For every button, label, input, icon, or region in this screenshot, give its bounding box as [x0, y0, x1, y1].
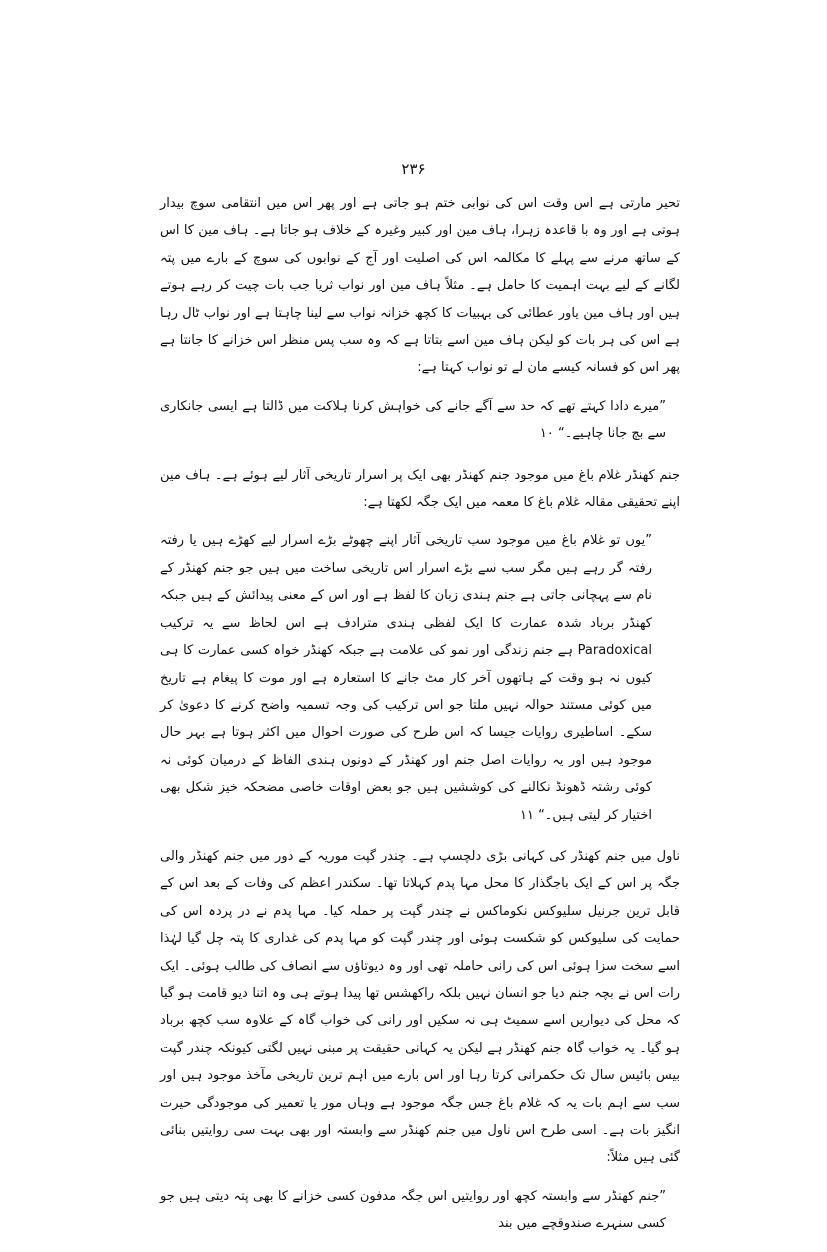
paragraph-2: جنم کھنڈر غلام باغ میں موجود جنم کھنڈر بھی ایک پر اسرار تاریخی آثار لیے ہوئے ہے۔ ہاف مین اپنے تحقیقی مقالہ غلام باغ کا معمہ میں ایک جگہ لکھتا ہے:: [160, 467, 680, 511]
quote-2: ”یوں تو غلام باغ میں موجود سب تاریخی آثار اپنے چھوٹے بڑے اسرار لیے کھڑے ہیں یا رفتہ رفتہ گر رہے ہیں مگر سب سے بڑے اسرار اس تاریخی ساخت میں ہیں جو جنم کھنڈر کے نام سے پہچانی جاتی ہے جنم ہندی زبان کا لفظ ہے اور اس کے معنی پیدائش کے ہیں جبکہ کھنڈر برباد شدہ عمارت کا ایک لفظی ہندی مترادف ہے اس لحاظ سے یہ ترکیب Paradoxical ہے جنم زندگی اور نمو کی علامت ہے جبکہ کھنڈر خواہ کسی عمارت کا ہی کیوں نہ ہو وقت کے ہاتھوں آخر کار مٹ جانے کا استعارہ ہے اور موت کا پیغام ہے تاریخ میں کوئی مستند حوالہ نہیں ملتا جو اس ترکیب کی وجہ تسمیہ واضح کرنے کا دعویٰ کر سکے۔ اساطیری روایات جیسا کہ اس طرح کی صورت احوال میں اکثر ہوتا ہے بہر حال موجود ہیں اور یہ روایات اصل جنم اور کھنڈر کے دونوں ہندی الفاظ کے درمیان کوئی نہ کوئی رشتہ ڈھونڈ نکالنے کی کوششیں ہیں جو بعض اوقات خاصی مضحکہ خیز شکل بھی اختیار کر لیتی ہیں۔“ ۱۱: [160, 533, 652, 823]
quote-1: ”میرے دادا کہتے تھے کہ حد سے آگے جانے کی خواہش کرنا ہلاکت میں ڈالتا ہے ایسی جانکاری سے بچ جانا چاہیے۔“ ۱۰: [160, 398, 666, 442]
paragraph-1: تحیر مارتی ہے اس وقت اس کی نوابی ختم ہو جاتی ہے اور پھر اس میں انتقامی سوچ بیدار ہوتی ہے اور وہ با قاعدہ زہرا، ہاف مین اور کبیر وغیرہ کے خلاف ہو جاتا ہے۔ ہاف مین کا اس کے ساتھ مرنے سے پہلے کا مکالمہ اس کی اصلیت اور آج کے نوابوں کی سوچ کے بارے میں پتہ لگانے کے لیے بہت اہمیت کا حامل ہے۔ مثلاً ہاف مین اور نواب ثریا جب بات چیت کر رہے ہوتے ہیں اور ہاف مین یاور عطائی کی بہبیات کا کچھ خزانہ نواب سے لینا چاہتا ہے اور نواب ٹال رہا ہے اس کی ہر بات کو لیکن ہاف مین اسے بتاتا ہے کہ وہ سب پس منظر اس خزانے کا جانتا ہے پھر اس کو فسانہ کیسے مان لے تو نواب کہتا ہے:: [160, 196, 680, 376]
paragraph-3: ناول میں جنم کھنڈر کی کہانی بڑی دلچسپ ہے۔ چندر گپت موریہ کے دور میں جنم کھنڈر والی جگہ پر اس کے ایک باجگذار کا محل مہا پدم کہلاتا تھا۔ سکندر اعظم کی وفات کے بعد اس کے قابل ترین جرنیل سلیوکس نکوماکس نے چندر گپت پر حملہ کیا۔ مہا پدم نے در پردہ اس کی حمایت کی سلیوکس کو شکست ہوئی اور چندر گپت کو مہا پدم کی غداری کا پتہ چل گیا لہٰذا اسے سخت سزا ہوئی اس کی رانی حاملہ تھی اور وہ دیوتاؤں سے انصاف کی طالب ہوئی۔ ایک رات اس نے بچہ جنم دیا جو انسان نہیں بلکہ راکھشس تھا پیدا ہوتے ہی وہ اتنا دیو قامت ہو گیا کہ محل کی دیواریں اسے سمیٹ ہی نہ سکیں اور رانی کی خواب گاہ کے علاوہ سب کچھ برباد ہو گیا۔ یہ خواب گاہ جنم کھنڈر ہے لیکن یہ کہانی حقیقت پر مبنی نہیں لگتی کیونکہ چندر گپت بیس بائیس سال تک حکمرانی کرتا رہا اور اس بارے میں اہم ترین تاریخی مآخذ موجود ہیں اور سب سے اہم بات یہ کہ غلام باغ جس جگہ موجود ہے وہاں مور یا تعمیر کی موجودگی حیرت انگیز بات ہے۔ اسی طرح اس ناول میں جنم کھنڈر سے وابستہ اور بھی بہت سی روایتیں بنائی گئی ہیں مثلاً:: [160, 848, 680, 1166]
quote-3: ”جنم کھنڈر سے وابستہ کچھ اور روایتیں اس جگہ مدفون کسی خزانے کا بھی پتہ دیتی ہیں جو کسی سنہرے صندوقچے میں بند: [160, 1188, 666, 1232]
page-body: [160, 190, 680, 1252]
page-number: ۲۳۶: [401, 160, 426, 178]
